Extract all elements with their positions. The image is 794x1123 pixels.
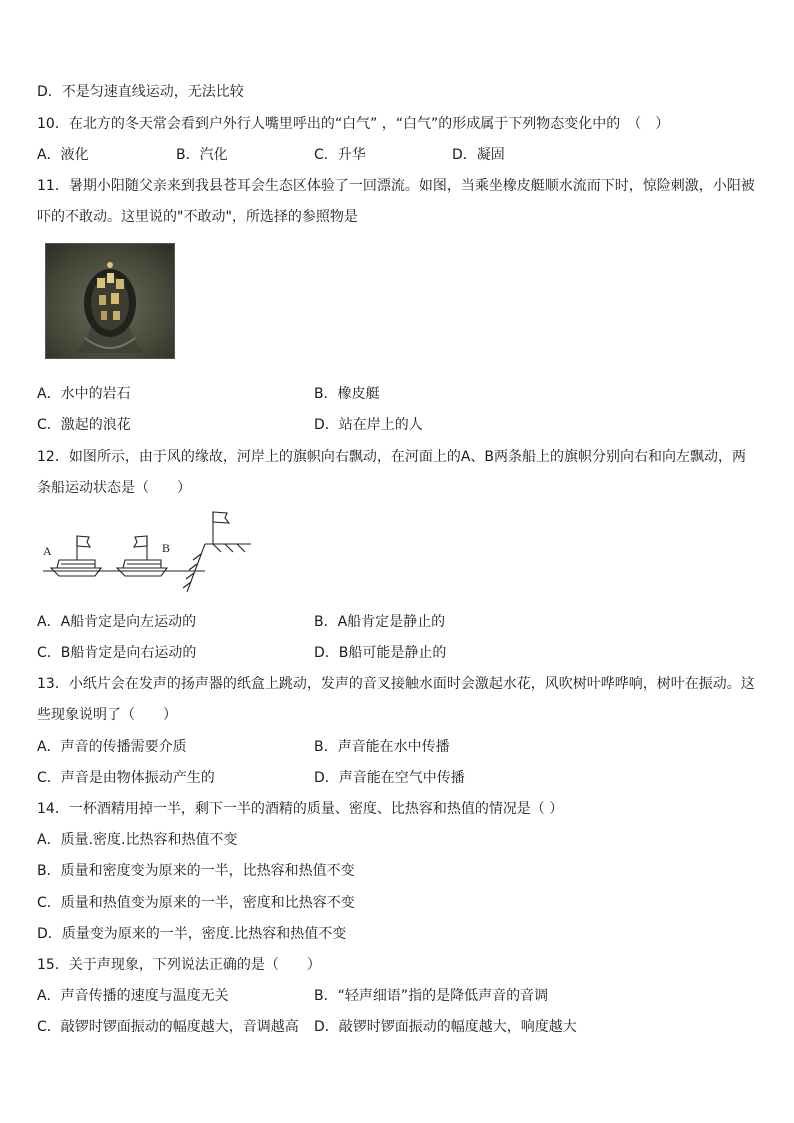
q14-option-c: C．质量和热值变为原来的一半，密度和比热容不变	[37, 895, 355, 911]
shore-flag	[213, 512, 229, 523]
q12-option-b: B．A船肯定是静止的	[314, 614, 446, 630]
q15-option-a: A．声音传播的速度与温度无关	[37, 988, 229, 1004]
q15-option-b: B．“轻声细语”指的是降低声音的音调	[314, 988, 549, 1004]
q15-option-c: C．敲锣时锣面振动的幅度越大，音调越高	[37, 1019, 299, 1035]
q13-option-b: B．声音能在水中传播	[314, 739, 450, 755]
q11-option-a: A．水中的岩石	[37, 386, 131, 402]
boat-b-label: B	[162, 541, 171, 555]
q14-option-b: B．质量和密度变为原来的一半，比热容和热值不变	[37, 863, 355, 879]
q12-stem-line1: 12．如图所示，由于风的缘故，河岸上的旗帜向右飘动，在河面上的A、B两条船上的旗帜分别向右和向左飘动，两	[37, 449, 746, 465]
q13-option-c: C．声音是由物体振动产生的	[37, 770, 215, 786]
boat-b-hull	[117, 568, 167, 576]
q12-option-d: D．B船可能是静止的	[314, 645, 447, 661]
q13-stem-line1: 13．小纸片会在发声的扬声器的纸盒上跳动，发声的音叉接触水面时会激起水花，风吹树叶哗哗响，树叶在振动。这	[37, 676, 755, 692]
boats-figure	[37, 506, 257, 598]
q11-stem-line2: 吓的不敢动。这里说的"不敢动"，所选择的参照物是	[37, 209, 358, 225]
q12-option-c: C．B船肯定是向右运动的	[37, 645, 197, 661]
q10-stem: 10．在北方的冬天常会看到户外行人嘴里呼出的“白气” ，“白气”的形成属于下列物态变化中的 （ ）	[37, 116, 670, 132]
q14-stem: 14．一杯酒精用掉一半，剩下一半的酒精的质量、密度、比热容和热值的情况是（ ）	[37, 801, 564, 817]
boat-a-hull	[51, 568, 101, 576]
q14-option-d: D．质量变为原来的一半，密度.比热容和热值不变	[37, 926, 347, 942]
q15-option-d: D．敲锣时锣面振动的幅度越大，响度越大	[314, 1019, 577, 1035]
q11-option-c: C．激起的浪花	[37, 417, 131, 433]
boat-a-label: A	[43, 544, 52, 558]
q15-stem: 15．关于声现象，下列说法正确的是（ ）	[37, 957, 321, 973]
q13-stem-line2: 些现象说明了（ ）	[37, 707, 177, 723]
rafting-photo	[45, 243, 175, 359]
boat-a-flag	[77, 536, 90, 547]
q10-option-c: C．升华	[314, 147, 366, 163]
q14-option-a: A．质量.密度.比热容和热值不变	[37, 832, 238, 848]
q13-option-d: D．声音能在空气中传播	[314, 770, 465, 786]
boat-b-flag	[134, 536, 147, 547]
q11-stem-line1: 11．暑期小阳随父亲来到我县苍耳会生态区体验了一回漂流。如图，当乘坐橡皮艇顺水流而下时，惊险刺激，小阳被	[37, 178, 755, 194]
q12-option-a: A．A船肯定是向左运动的	[37, 614, 197, 630]
q11-option-b: B．橡皮艇	[314, 386, 380, 402]
q13-option-a: A．声音的传播需要介质	[37, 739, 187, 755]
q12-stem-line2: 条船运动状态是（ ）	[37, 480, 191, 496]
q11-option-d: D．站在岸上的人	[314, 417, 423, 433]
q10-option-b: B．汽化	[176, 147, 228, 163]
q10-option-d: D．凝固	[452, 147, 505, 163]
q9-option-d: D．不是匀速直线运动，无法比较	[37, 84, 244, 100]
q10-option-a: A．液化	[37, 147, 89, 163]
